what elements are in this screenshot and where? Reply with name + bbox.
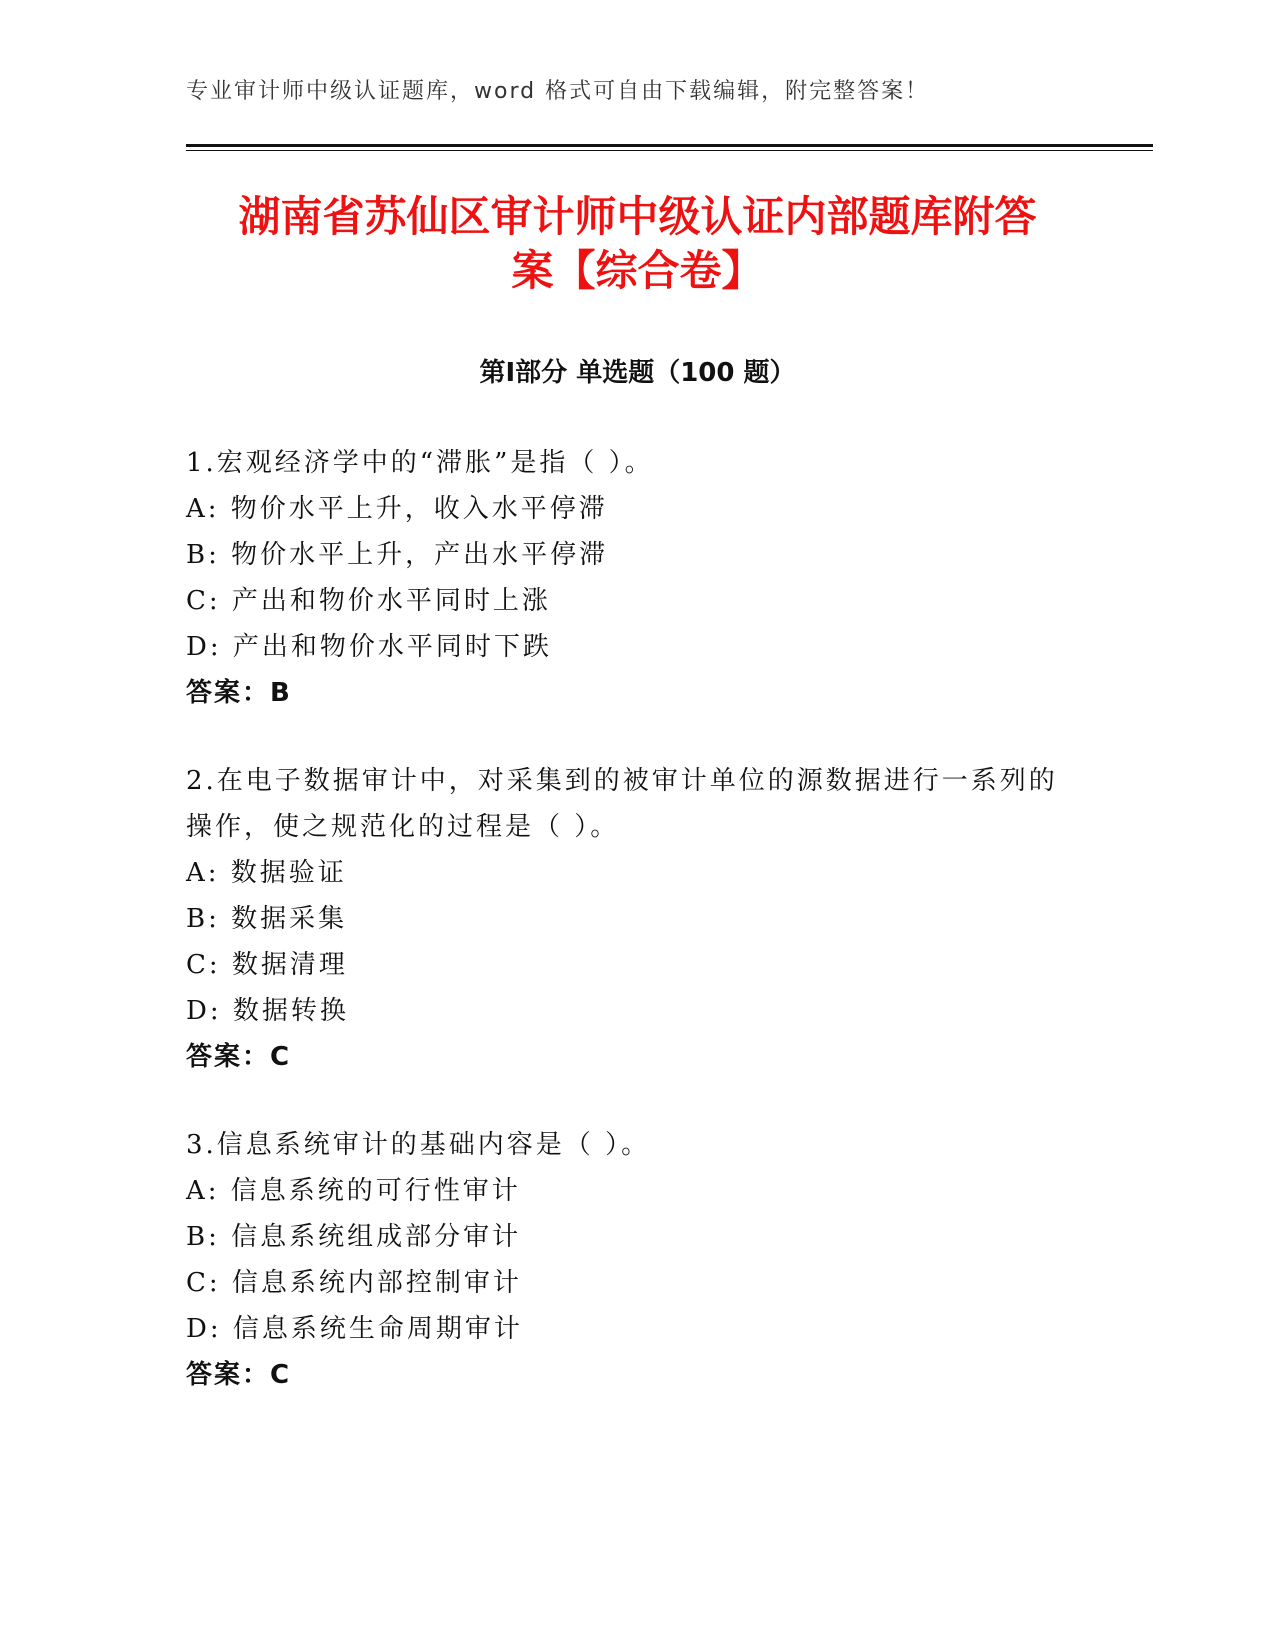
option-d: D: 数据转换 xyxy=(186,996,349,1026)
answer-line: 答案：C xyxy=(186,1360,292,1390)
header-rule-thin xyxy=(186,150,1153,151)
document-title-line1: 湖南省苏仙区审计师中级认证内部题库附答 xyxy=(238,192,1037,241)
section-title: 第Ⅰ部分 单选题（100 题） xyxy=(479,358,796,388)
question-item xyxy=(186,758,1086,1080)
question-stem: 1.宏观经济学中的“滞胀”是指（ ）。 xyxy=(186,448,654,478)
option-c: C: 产出和物价水平同时上涨 xyxy=(186,586,551,616)
question-stem: 2.在电子数据审计中，对采集到的被审计单位的源数据进行一系列的 xyxy=(186,766,1058,796)
document-title-line2: 案【综合卷】 xyxy=(511,246,764,295)
question-stem-continued: 操作，使之规范化的过程是（ ）。 xyxy=(186,812,620,842)
option-c: C: 信息系统内部控制审计 xyxy=(186,1268,522,1298)
option-d: D: 产出和物价水平同时下跌 xyxy=(186,632,552,662)
question-item xyxy=(186,440,1086,716)
question-stem: 3.信息系统审计的基础内容是（ ）。 xyxy=(186,1130,651,1160)
option-b: B: 数据采集 xyxy=(186,904,348,934)
option-b: B: 物价水平上升，产出水平停滞 xyxy=(186,540,609,570)
option-b: B: 信息系统组成部分审计 xyxy=(186,1222,522,1252)
option-d: D: 信息系统生命周期审计 xyxy=(186,1314,523,1344)
option-a: A: 信息系统的可行性审计 xyxy=(186,1176,521,1206)
answer-line: 答案：B xyxy=(186,678,292,708)
document-title xyxy=(150,190,1125,298)
option-c: C: 数据清理 xyxy=(186,950,348,980)
header-rule-thick xyxy=(186,144,1153,147)
question-list xyxy=(186,440,1086,1440)
option-a: A: 物价水平上升，收入水平停滞 xyxy=(186,494,608,524)
option-a: A: 数据验证 xyxy=(186,858,347,888)
question-item xyxy=(186,1122,1086,1398)
header-note: 专业审计师中级认证题库，word 格式可自由下载编辑，附完整答案！ xyxy=(186,79,930,104)
answer-line: 答案：C xyxy=(186,1042,292,1072)
